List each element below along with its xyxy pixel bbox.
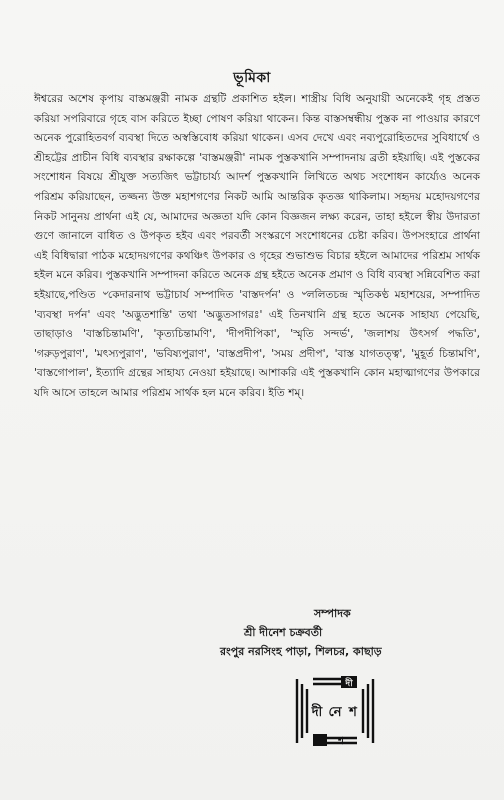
logo-bottom-letter: শ — [338, 736, 344, 746]
editor-name: শ্রী দীনেশ চক্রবর্তী — [244, 626, 323, 639]
logo-bottom-block — [313, 734, 327, 746]
editor-role: সম্পাদক — [314, 607, 351, 620]
logo-middle-right-letter: শ — [349, 705, 357, 720]
logo-middle-left-letter: দী — [311, 705, 323, 720]
preface-paragraph: ঈশ্বরের অশেষ কৃপায় বাস্তমঞ্জরী নামক গ্রন্থটি প্রকাশিত হইল। শাস্ত্রীয় বিধি অনুযায়ী অনেকেই গৃহ প্রস্তত করিয়া সপরিবারে গৃহে বাস করিতে ইচ্ছা পোষণ করিয়া থাকেন। কিন্ত বাস্তসম্বন্ধীয় পুস্তক না পাওয়ার কারণে অনেক পুরোহিতবর্গ ব্যবস্থা দিতে অস্বস্তিবোধ করিয়া থাকেন। এসব দেখে এবং নব্যপুরোহিতদের সুবিধার্থে ও শ্রীহট্টের প্রাচীন বিধি ব্যবস্থার রক্ষাকল্পে 'বাস্তমঞ্জরী' নামক পুস্তকখানি সম্পাদনায় ব্রতী হইয়াছি। এই পুস্তকের সংশোধন বিষয়ে শ্রীযুক্ত সত্যজিৎ ভট্টাচার্য্য আদর্শ পুস্তকখানি লিখিতে অথচ সংশোধন কার্য্যেও অনেক পরিশ্রম করিয়াছেন, তজ্জন্য উক্ত মহাশগণের নিকট আমি আন্তরিক কৃতজ্ঞ থাকিলাম। সহৃদয় মহোদয়গণের নিকট সানুনয় প্রার্থনা এই যে, আমাদের অজ্ঞতা যদি কোন বিজ্ঞজন লক্ষ্য করেন, তাহা হইলে স্বীয় উদারতা গুণে জানালে বাধিত ও উপকৃত হইব এবং পরবর্তী সংস্করণে সংশোধনের চেষ্টা করিব। উপসংহারে প্রার্থনা এই বিধিদ্বারা পাঠক মহোদয়গণের কথঞ্চিৎ উপকার ও গৃহের শুভাশুভ বিচার হইলে আমাদের পরিশ্রম সার্থক হইল মনে করিব। পুস্তকখানি সম্পাদনা করিতে অনেক গ্রন্থ হইতে অনেক প্রমাণ ও বিধি ব্যবস্থা সন্নিবেশিত করা হইয়াছে,পণ্ডিত ৺কেদারনাথ ভট্টাচার্য সম্পাদিত 'বাস্তদর্পন' ও ৺ললিতচন্দ্র স্মৃতিকণ্ঠ মহাশয়ের, সম্পাদিত 'ব্যবস্থা দর্পন' এবং 'অদ্ভুতশান্তি' তথা 'অদ্ভুতসাগরঃ' এই তিনখানি গ্রন্থ হতে অনেক সাহায্য পেয়েছি, তাছাড়াও 'বাস্তচিন্তামণি', 'কৃত্যচিন্তামণি', 'দীপদীপিকা', 'স্মৃতি সন্দর্ভ', 'জলাশয় উৎসর্গ পদ্ধতি', 'গরুড়পুরাণ', 'মৎস্যপুরাণ', 'ভবিষ্যপুরাণ', 'বাস্তপ্রদীপ', 'সময় প্রদীপ', 'বাস্ত যাগতত্ত্ব', 'মুহূর্ত চিন্তামণি', 'বাস্তগোপাল', ইত্যাদি গ্রন্থের সাহায্য নেওয়া হইয়াছে। আশাকরি এই পুস্তকখানি কোন মহাত্মাগণের উপকারে যদি আসে তাহলে আমার পরিশ্রম সার্থক হল মনে করিব। ইতি শম্। — [34, 93, 480, 399]
page-heading: ভূমিকা — [233, 70, 271, 86]
logo-top-letter: দী — [345, 679, 353, 689]
signature-block — [220, 604, 470, 661]
preface-body — [34, 90, 480, 404]
editor-address: রংপুর নরসিংহ পাড়া, শিলচর, কাছাড় — [220, 645, 382, 658]
logo-middle-center-letter: নে — [328, 705, 342, 720]
dinesh-monogram-logo — [287, 676, 383, 746]
